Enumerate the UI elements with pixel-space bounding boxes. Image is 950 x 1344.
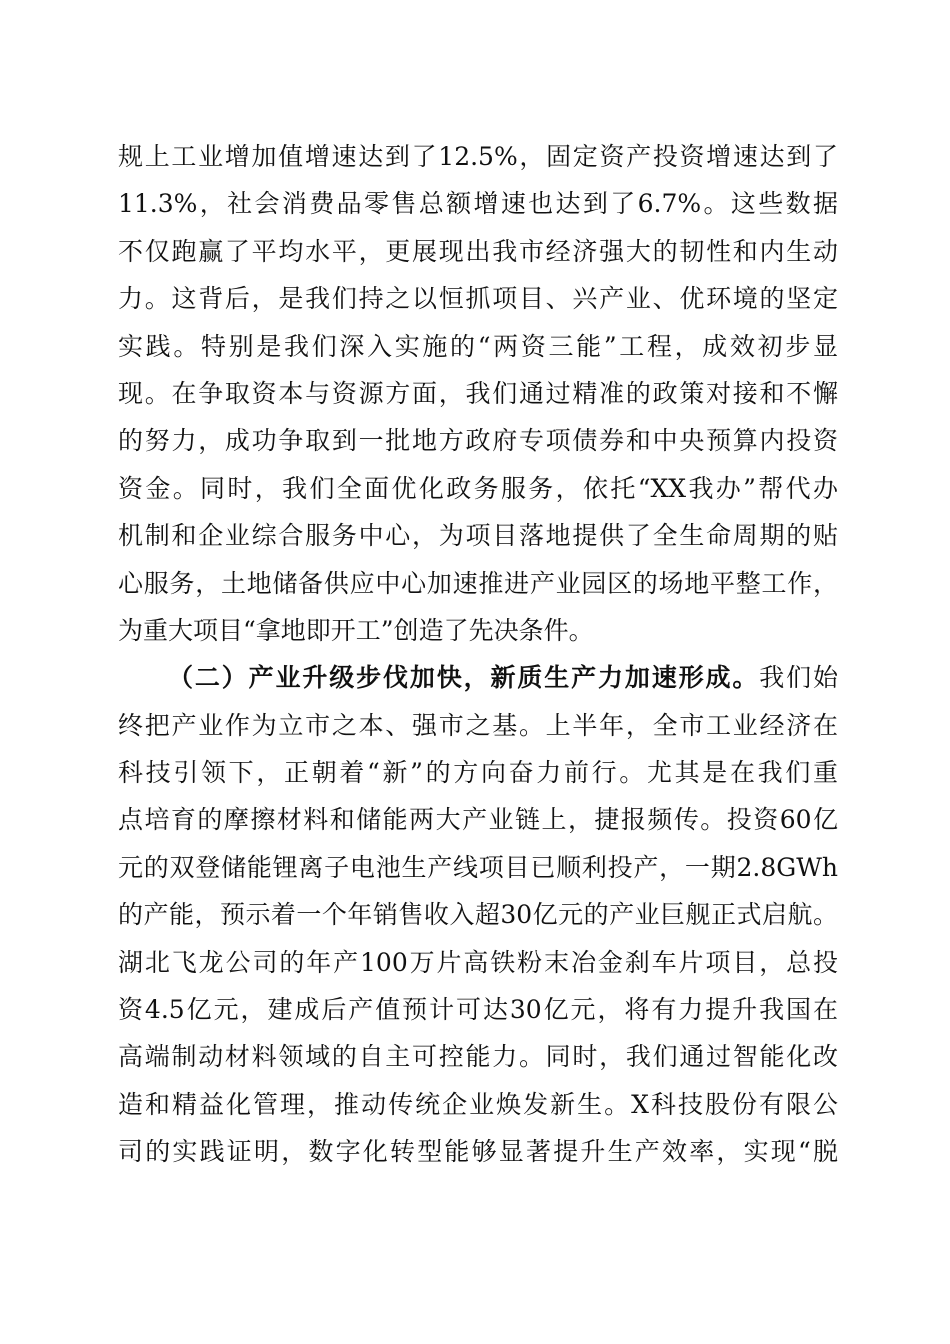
text-line: 资4.5亿元，建成后产值预计可达30亿元，将有力提升我国在 [118, 995, 838, 1025]
section-heading-line [118, 654, 838, 701]
text-line: 高端制动材料领域的自主可控能力。同时，我们通过智能化改 [118, 1042, 838, 1072]
text-line: 力。这背后，是我们持之以恒抓项目、兴产业、优环境的坚定 [118, 284, 838, 314]
text-line: 造和精益化管理，推动传统企业焕发新生。X科技股份有限公 [118, 1089, 838, 1119]
text-line: 的努力，成功争取到一批地方政府专项债券和中央预算内投资 [118, 426, 838, 456]
section-heading: （二）产业升级步伐加快，新质生产力加速形成。 [168, 663, 760, 693]
text-line: 11.3%，社会消费品零售总额增速也达到了6.7%。这些数据 [118, 189, 838, 219]
text-line: 现。在争取资本与资源方面，我们通过精准的政策对接和不懈 [118, 378, 838, 408]
text-line: 点培育的摩擦材料和储能两大产业链上，捷报频传。投资60亿 [118, 805, 838, 835]
text-line: 的产能，预示着一个年销售收入超30亿元的产业巨舰正式启航。 [118, 900, 838, 930]
text-line: 司的实践证明，数字化转型能够显著提升生产效率，实现“脱 [118, 1137, 838, 1167]
text-line: 元的双登储能锂离子电池生产线项目已顺利投产，一期2.8GWh [118, 852, 838, 882]
text-line: 机制和企业综合服务中心，为项目落地提供了全生命周期的贴 [118, 521, 838, 551]
text-line: 不仅跑赢了平均水平，更展现出我市经济强大的韧性和内生动 [118, 236, 838, 266]
text-line: 资金。同时，我们全面优化政务服务，依托“XX我办”帮代办 [118, 473, 838, 503]
text-line: 规上工业增加值增速达到了12.5%，固定资产投资增速达到了 [118, 142, 838, 171]
text-line: 终把产业作为立市之本、强市之基。上半年，全市工业经济在 [118, 710, 838, 740]
body-text [118, 133, 838, 1176]
text-line: 实践。特别是我们深入实施的“两资三能”工程，成效初步显 [118, 331, 838, 361]
text-line: 科技引领下，正朝着“新”的方向奋力前行。尤其是在我们重 [118, 758, 838, 788]
text-line: 心服务，土地储备供应中心加速推进产业园区的场地平整工作， [118, 568, 838, 598]
heading-continuation: 我们始 [759, 663, 838, 693]
text-line: 为重大项目“拿地即开工”创造了先决条件。 [118, 615, 594, 645]
text-line: 湖北飞龙公司的年产100万片高铁粉末冶金刹车片项目，总投 [118, 947, 838, 977]
